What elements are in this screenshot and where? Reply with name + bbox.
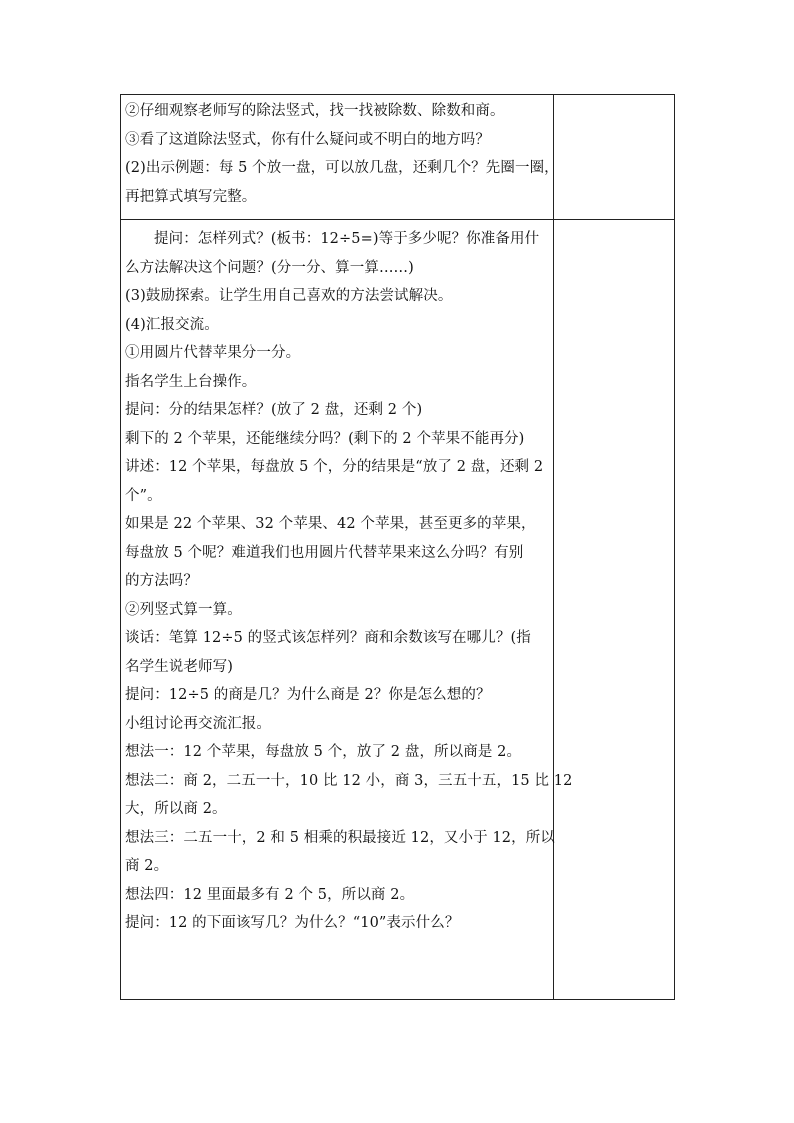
cell-text-block [121,95,559,211]
text-line: 提问：12 的下面该写几？为什么？“10”表示什么？ [125,915,460,931]
text-line: 讲述：12 个苹果，每盘放 5 个，分的结果是“放了 2 盘，还剩 2 [125,459,544,475]
cell-text-block [121,220,573,938]
text-line: 提问：怎样列式？(板书：12÷5=)等于多少呢？你准备用什 [154,231,540,247]
content-cell [121,220,573,1000]
text-line: 提问：12÷5 的商是几？为什么商是 2？你是怎么想的？ [125,687,491,703]
text-line: 的方法吗？ [125,573,198,589]
notes-cell [554,95,675,220]
text-line: 每盘放 5 个呢？难道我们也用圆片代替苹果来这么分吗？有别 [125,544,524,561]
text-line: 个”。 [125,487,162,504]
text-line: 大，所以商 2。 [125,801,227,817]
text-line: 想法二：商 2，二五一十，10 比 12 小，商 3，三五十五，15 比 12 [125,772,573,789]
lesson-plan-table [120,94,675,1000]
table-row [121,220,675,1000]
text-line: 剩下的 2 个苹果，还能继续分吗？(剩下的 2 个苹果不能再分) [125,430,525,447]
text-line: ②仔细观察老师写的除法竖式，找一找被除数、除数和商。 [125,103,505,119]
text-line: ③看了这道除法竖式，你有什么疑问或不明白的地方吗？ [125,131,490,148]
text-line: 指名学生上台操作。 [125,373,257,390]
text-line: (4)汇报交流。 [125,316,219,333]
text-line: 么方法解决这个问题？(分一分、算一算……) [125,259,414,276]
text-line: ②列竖式算一算。 [125,601,242,618]
text-line: 想法四：12 里面最多有 2 个 5，所以商 2。 [125,886,415,903]
text-line: 小组讨论再交流汇报。 [125,715,271,732]
content-cell [121,95,559,220]
text-line: 商 2。 [125,858,169,874]
text-line: (3)鼓励探索。让学生用自己喜欢的方法尝试解决。 [125,288,453,304]
text-line: 提问：分的结果怎样？(放了 2 盘，还剩 2 个) [125,402,423,418]
text-line: 如果是 22 个苹果、32 个苹果、42 个苹果，甚至更多的苹果， [125,516,536,532]
text-line: 名学生说老师写) [125,658,233,675]
text-line: ①用圆片代替苹果分一分。 [125,345,301,361]
notes-cell [554,220,675,1000]
text-line: (2)出示例题：每 5 个放一盘，可以放几盘，还剩几个？先圈一圈， [125,160,559,176]
text-line: 再把算式填写完整。 [125,188,257,205]
table-row [121,95,675,220]
text-line: 想法一：12 个苹果，每盘放 5 个，放了 2 盘，所以商是 2。 [125,744,522,760]
text-line: 想法三：二五一十，2 和 5 相乘的积最接近 12，又小于 12，所以 [125,829,555,846]
text-line: 谈话：笔算 12÷5 的竖式该怎样列？商和余数该写在哪儿？(指 [125,630,531,646]
